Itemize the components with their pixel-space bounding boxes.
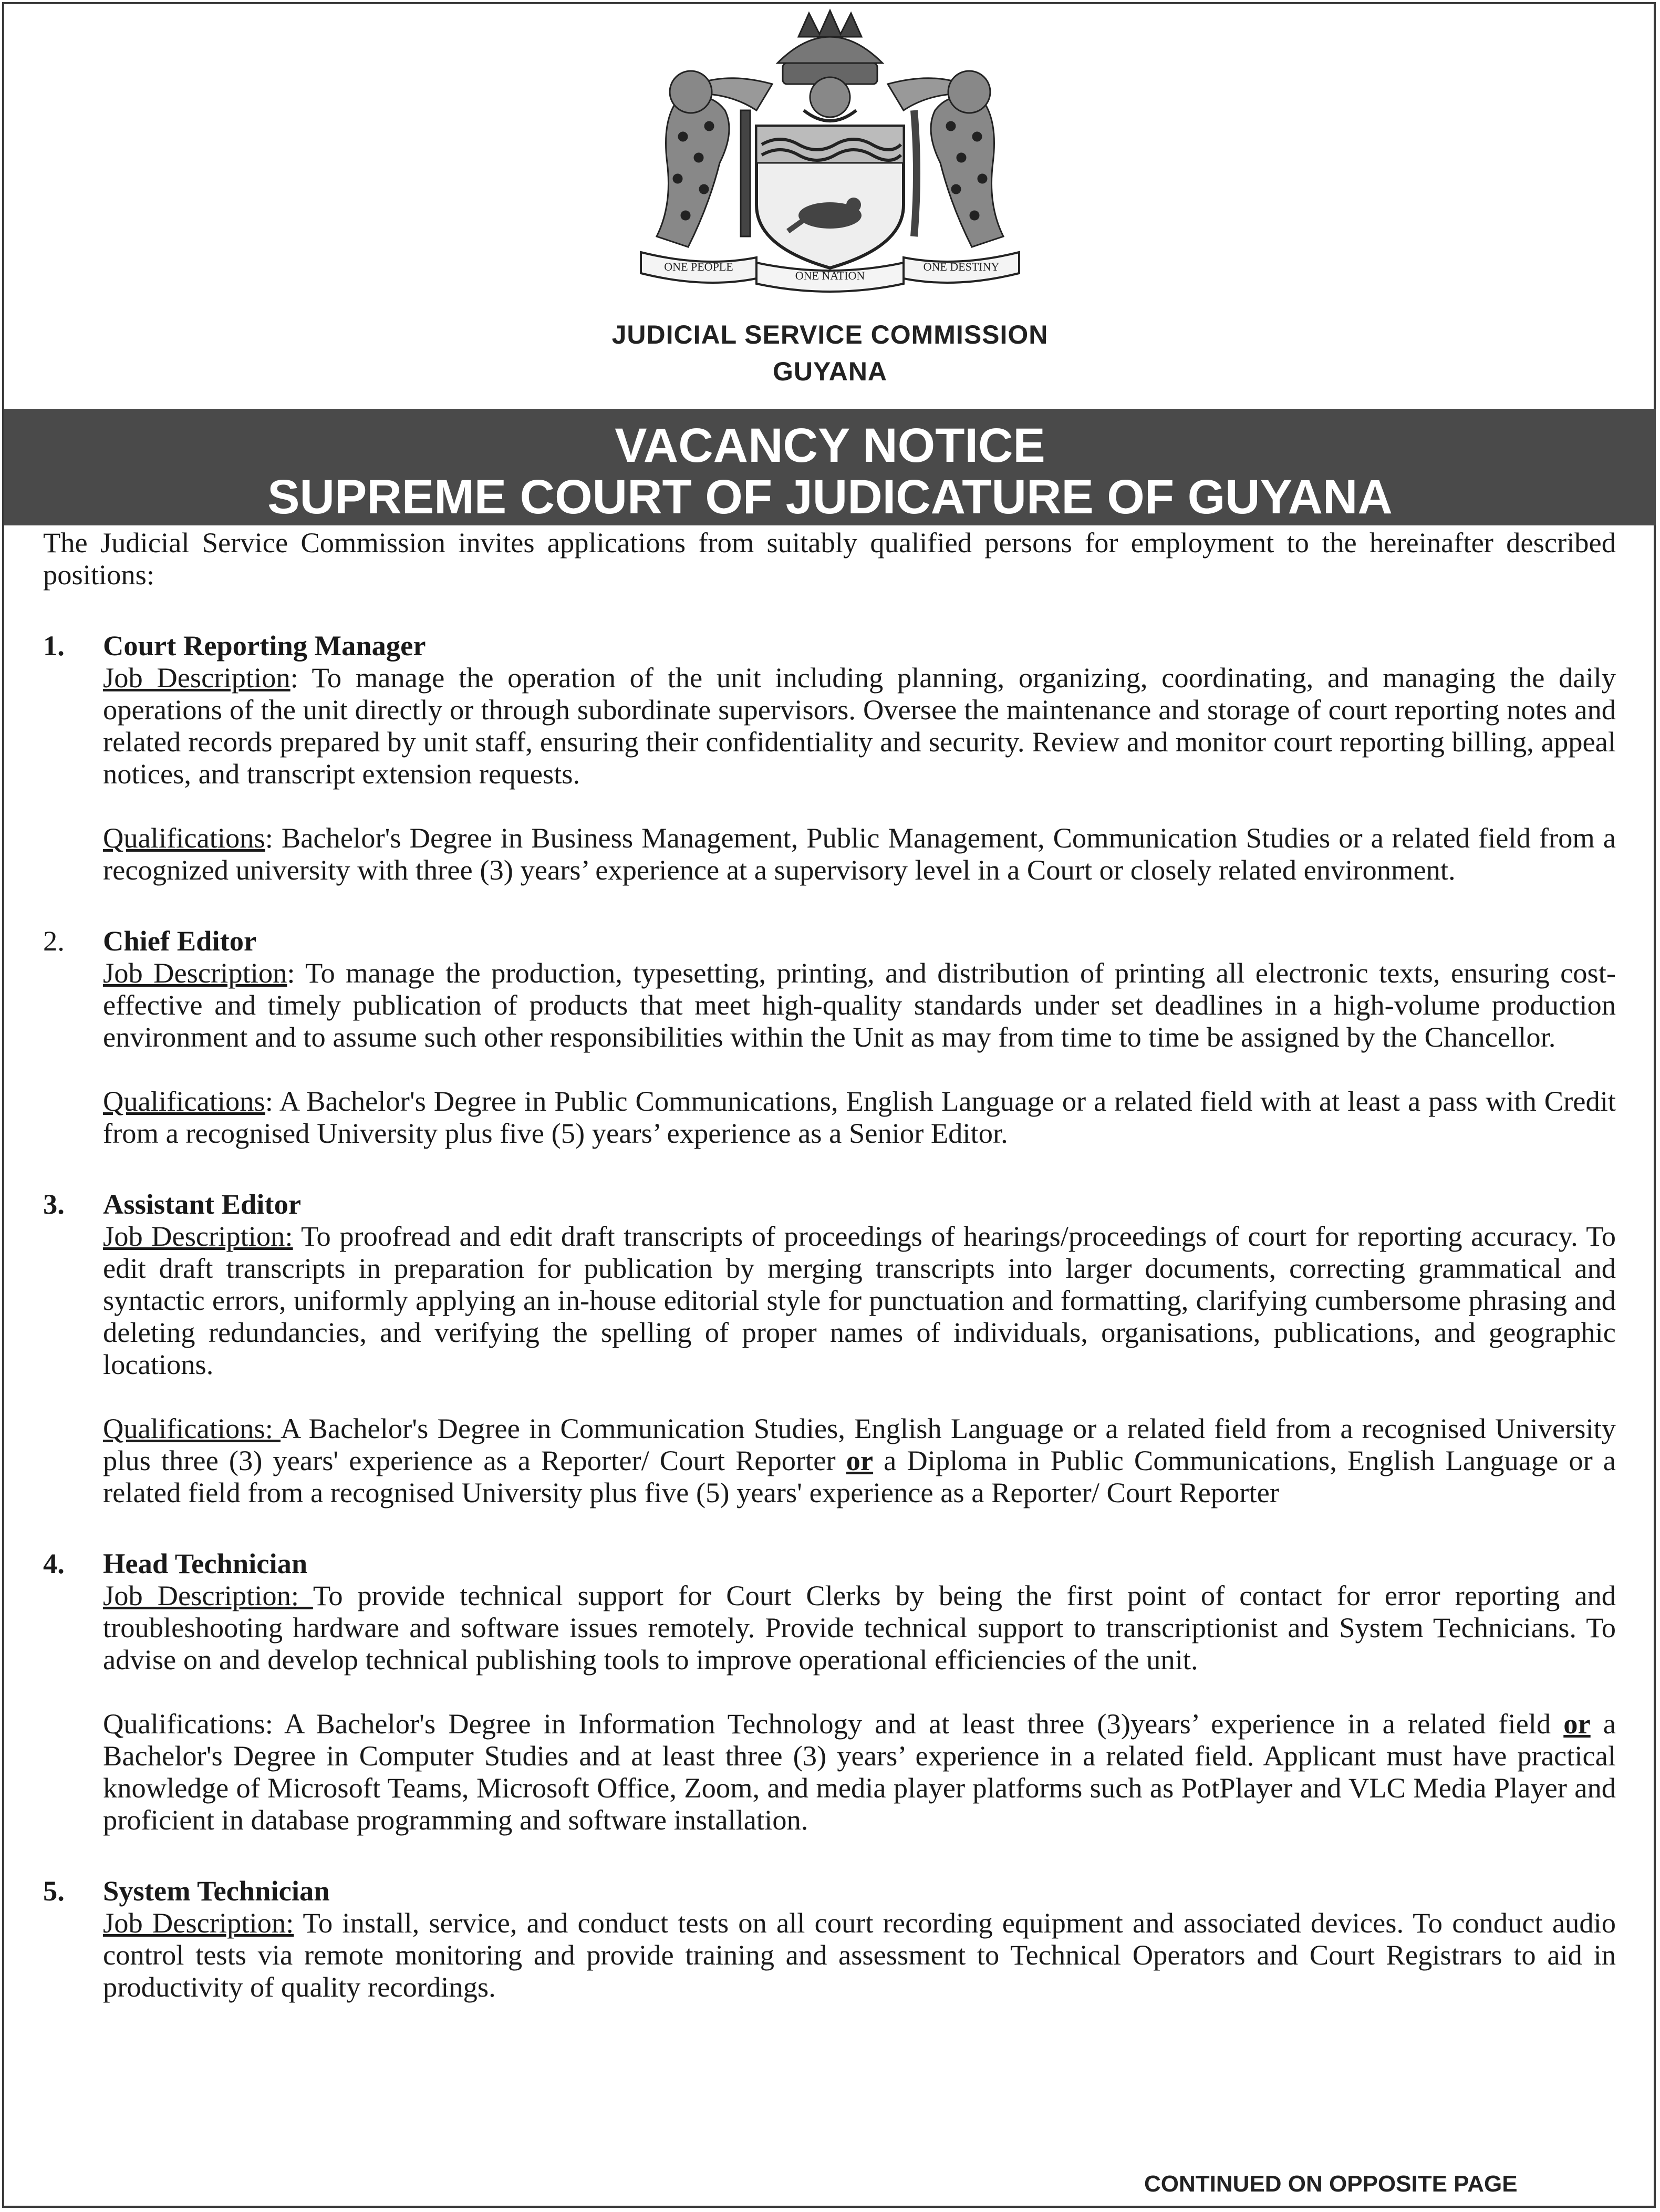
motto-1: ONE PEOPLE xyxy=(664,260,733,273)
job-description xyxy=(103,661,1616,790)
qualifications-label: Qualifications: xyxy=(103,1412,281,1444)
position-number: 2. xyxy=(43,925,65,957)
job-description-label: Job Description: xyxy=(103,1220,293,1252)
job-description-text: To install, service, and conduct tests on all court recording equipment and associated devices. To conduct audio control tests via remote monitoring and provide training and assessment to Technical Operators and Court Registrars to aid in productivity of quality recordings. xyxy=(103,1907,1616,2003)
vacancy-notice-heading: VACANCY NOTICE xyxy=(615,419,1045,472)
position-number: 4. xyxy=(43,1547,65,1579)
job-description-text: To proofread and edit draft transcripts of proceedings of hearings/proceedings of court for reporting accuracy. To edit draft transcripts in preparation for publication by merging transcripts into larger documents, correcting grammatical and syntactic errors, uniformly applying an in-house editorial style for punctuation and formatting, clarifying cumbersome phrasing and deleting redundancies, and verifying the spelling of proper names of individuals, organisations, publications, and geographic locations. xyxy=(103,1220,1616,1380)
job-description-label: Job Description: xyxy=(103,1907,294,1939)
qualifications-text: Qualifications: A Bachelor's Degree in Information Technology and at least three (3)years’ experience in a related field xyxy=(103,1708,1564,1740)
qualifications-text-cont: a Diploma in Public Communications, English Language or a related field from a recognised University plus five (5) years' experience as a Reporter/ Court Reporter xyxy=(103,1444,1616,1508)
position-number: 1. xyxy=(43,629,65,661)
position-title: Chief Editor xyxy=(103,925,257,957)
motto-3: ONE DESTINY xyxy=(923,260,1000,273)
position-number: 3. xyxy=(43,1188,65,1220)
position-item xyxy=(43,1547,1616,1836)
intro-paragraph: The Judicial Service Commission invites applications from suitably qualified persons for employment to the hereinafter described positions: xyxy=(43,526,1616,591)
job-description xyxy=(103,1907,1616,2003)
qualifications xyxy=(103,1085,1616,1149)
job-description xyxy=(103,1579,1616,1676)
position-item xyxy=(43,629,1616,886)
qualifications-label: Qualifications xyxy=(103,822,265,854)
position-title: System Technician xyxy=(103,1875,330,1907)
qualifications xyxy=(103,1708,1616,1836)
qualifications xyxy=(103,1412,1616,1508)
notice-body xyxy=(43,526,1616,2003)
qualifications-text: : A Bachelor's Degree in Public Communications, English Language or a related field with at least a pass with Credit from a recognised University plus five (5) years’ experience as a Senior Editor. xyxy=(103,1085,1616,1149)
position-item xyxy=(43,1875,1616,2003)
or-emphasis: or xyxy=(846,1444,874,1476)
qualifications-text: : Bachelor's Degree in Business Management, Public Management, Communication Studies or a related field from a recognized university with three (3) years’ experience at a supervisory level in a Court or closely related environment. xyxy=(103,822,1616,886)
motto-2: ONE NATION xyxy=(795,269,865,282)
position-title: Head Technician xyxy=(103,1547,308,1579)
country-name: GUYANA xyxy=(772,357,888,386)
position-title: Court Reporting Manager xyxy=(103,629,426,661)
title-banner xyxy=(4,409,1656,525)
job-description-text: To provide technical support for Court Clerks by being the first point of contact for error reporting and troubleshooting hardware and software issues remotely. Provide technical support to transcriptionist and System Technicians. To advise on and develop technical publishing tools to improve operational efficiencies of the unit. xyxy=(103,1579,1616,1676)
job-description xyxy=(103,957,1616,1053)
job-description-label: Job Description xyxy=(103,661,290,694)
qualifications-text: A Bachelor's Degree in Communication Studies, English Language or a related field from a recognised University plus three (3) years' experience as a Reporter/ Court Reporter xyxy=(103,1412,1616,1476)
job-description-text: : To manage the operation of the unit including planning, organizing, coordinating, and managing the daily operations of the unit directly or through subordinate supervisors. Oversee the maintenance and storage of court reporting notes and related records prepared by unit staff, ensuring their confidentiality and security. Review and monitor court reporting billing, appeal notices, and transcript extension requests. xyxy=(103,661,1616,790)
job-description-label: Job Description xyxy=(103,957,287,989)
job-description-text: : To manage the production, typesetting, printing, and distribution of printing all electronic texts, ensuring cost-effective and timely publication of products that meet high-quality standards under set deadlines in a high-volume production environment and to assume such other responsibilities within the Unit as may from time to time be assigned by the Chancellor. xyxy=(103,957,1616,1053)
coat-of-arms-emblem xyxy=(599,5,1061,299)
court-name-heading: SUPREME COURT OF JUDICATURE OF GUYANA xyxy=(267,470,1393,524)
qualifications xyxy=(103,822,1616,886)
position-title: Assistant Editor xyxy=(103,1188,302,1220)
or-emphasis: or xyxy=(1563,1708,1591,1740)
position-item xyxy=(43,1188,1616,1508)
position-number: 5. xyxy=(43,1875,65,1907)
job-description-label: Job Description: xyxy=(103,1579,313,1611)
job-description xyxy=(103,1220,1616,1380)
shield-icon xyxy=(756,126,904,268)
qualifications-text-cont: a Bachelor's Degree in Computer Studies and at least three (3) years’ experience in a related field. Applicant must have practical knowledge of Microsoft Teams, Microsoft Office, Zoom, and media player platforms such as PotPlayer and VLC Media Player and proficient in database programming and software installation. xyxy=(103,1708,1616,1836)
continued-notice: CONTINUED ON OPPOSITE PAGE xyxy=(1144,2171,1518,2197)
qualifications-label: Qualifications xyxy=(103,1085,265,1117)
commission-name: JUDICIAL SERVICE COMMISSION xyxy=(611,320,1049,349)
position-item xyxy=(43,925,1616,1149)
